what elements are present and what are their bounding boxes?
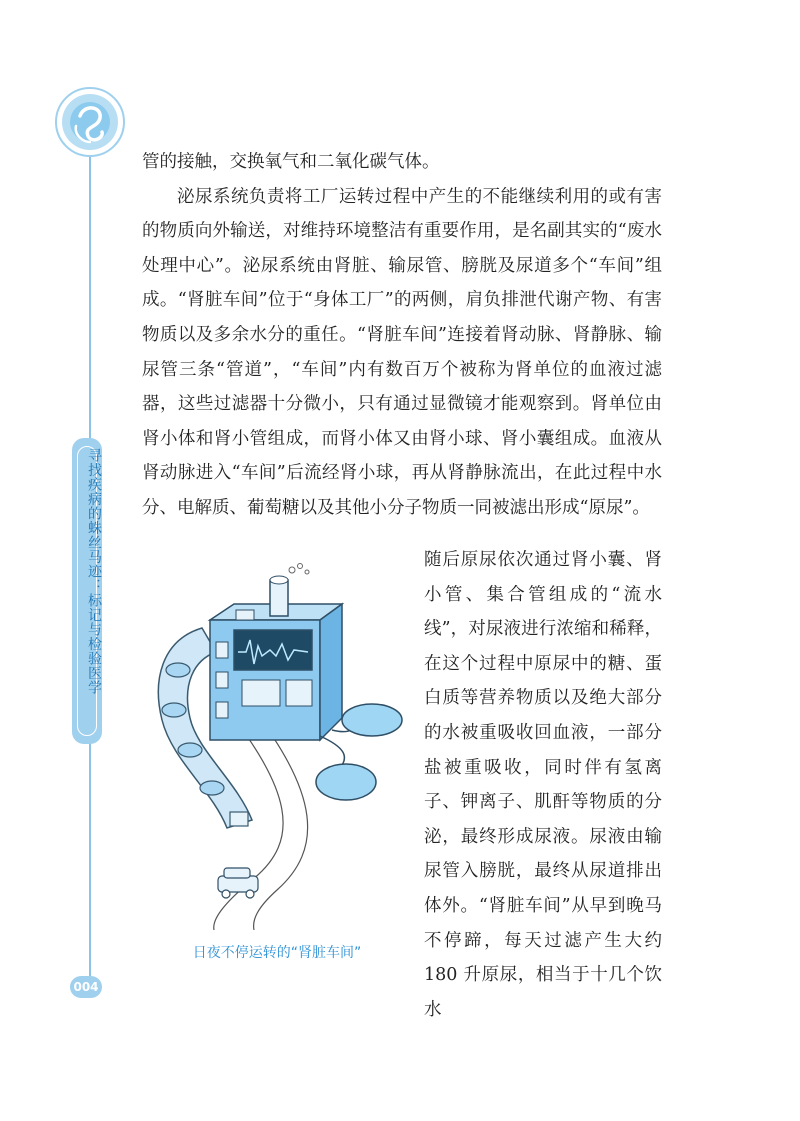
chapter-emblem-icon [54,86,126,158]
paragraph-2: 泌尿系统负责将工厂运转过程中产生的不能继续利用的或有害的物质向外输送，对维持环境整洁有重要作用，是名副其实的“废水处理中心”。泌尿系统由肾脏、输尿管、膀胱及尿道多个“车间”组成。“肾脏车间”位于“身体工厂”的两侧，肩负排泄代谢产物、有害物质以及多余水分的重任。“肾脏车间”连接着肾动脉、肾静脉、输尿管三条“管道”，“车间”内有数百万个被称为肾单位的血液过滤器，这些过滤器十分微小，只有通过显微镜才能观察到。肾单位由肾小体和肾小管组成，而肾小体又由肾小球、肾小囊组成。血液从肾动脉进入“车间”后流经肾小球，再从肾静脉流出，在此过程中水分、电解质、葡萄糖以及其他小分子物质一同被滤出形成“原尿”。 [142,186,662,518]
chapter-side-tab [72,438,102,744]
page-number: 004 [70,976,102,998]
chapter-title: 寻找疾病的蛛丝马迹：标记与检验医学 [86,448,102,695]
paragraph-2-continued: 随后原尿依次通过肾小囊、肾小管、集合管组成的“流水线”，对尿液进行浓缩和稀释，在这个过程中原尿中的糖、蛋白质等营养物质以及绝大部分的水被重吸收回血液，一部分盐被重吸收，同时伴有氢离子、钾离子、肌酐等物质的分泌，最终形成尿液。尿液由输尿管入膀胱，最终从尿道排出体外。“肾脏车间”从早到晚马不停蹄，每天过滤产生大约 180 升原尿，相当于十几个饮水 [424,550,662,1020]
kidney-factory-illustration [142,560,412,930]
paragraph-1: 管的接触，交换氧气和二氧化碳气体。 [142,152,440,172]
body-text [142,145,662,526]
figure-caption: 日夜不停运转的“肾脏车间” [192,945,362,961]
